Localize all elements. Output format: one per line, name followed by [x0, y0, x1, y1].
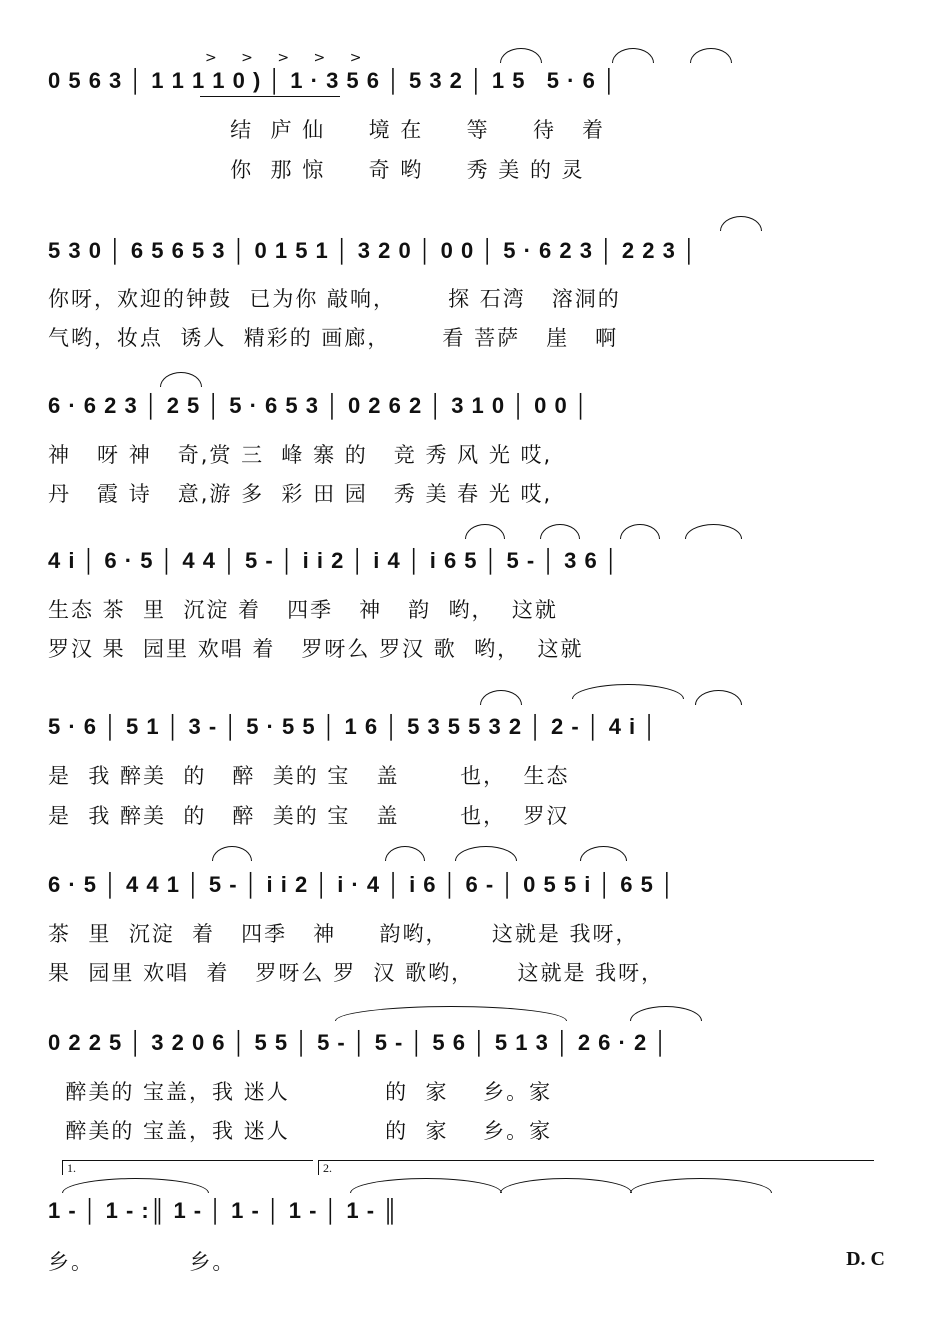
underline-beam — [200, 96, 340, 97]
notes-system-7: 0 2 2 5 │ 3 2 0 6 │ 5 5 │ 5 - │ 5 - │ 5 6 │ 5 1 3 │ 2 6 · 2 │ — [48, 1030, 670, 1055]
notes-system-3: 6 · 6 2 3 │ 2 5 │ 5 · 6 5 3 │ 0 2 6 2 │ 3 1 0 │ 0 0 │ — [48, 393, 590, 418]
slur — [685, 524, 742, 539]
slur — [212, 846, 252, 861]
lyrics-system-5-verse-2: 是 我 醉美 的 醉 美的 宝 盖 也， 罗汉 — [48, 804, 570, 828]
slur — [720, 216, 762, 231]
lyrics-system-2-verse-2: 气哟，妆点 诱人 精彩的 画廊， 看 菩萨 崖 啊 — [48, 326, 619, 350]
da-capo-mark: D. C — [846, 1248, 885, 1270]
slur — [335, 1006, 567, 1021]
slur — [572, 684, 684, 699]
notes-system-4: 4 i │ 6 · 5 │ 4 4 │ 5 - │ i i 2 │ i 4 │ i 6 5 │ 5 - │ 3 6 │ — [48, 548, 620, 573]
lyrics-system-5-verse-1: 是 我 醉美 的 醉 美的 宝 盖 也， 生态 — [48, 764, 570, 788]
tie — [350, 1178, 502, 1193]
lyrics-system-7-verse-2: 醉美的 宝盖，我 迷人 的 家 乡。家 — [48, 1119, 553, 1143]
lyrics-system-3-verse-2: 丹 霞 诗 意,游 多 彩 田 园 秀 美 春 光 哎, — [48, 482, 553, 506]
lyrics-system-3-verse-1: 神 呀 神 奇,赏 三 峰 寨 的 竞 秀 风 光 哎, — [48, 443, 553, 467]
notes-system-6: 6 · 5 │ 4 4 1 │ 5 - │ i i 2 │ i · 4 │ i 6 │ 6 - │ 0 5 5 i │ 6 5 │ — [48, 872, 676, 897]
slur — [620, 524, 660, 539]
slur — [695, 690, 742, 705]
volta-second-label: 2. — [323, 1161, 332, 1175]
slur — [540, 524, 580, 539]
slur — [455, 846, 517, 861]
slur — [690, 48, 732, 63]
lyrics-system-6-verse-1: 茶 里 沉淀 着 四季 神 韵哟， 这就是 我呀， — [48, 922, 639, 946]
lyrics-system-8: 乡。 乡。 — [48, 1250, 236, 1274]
slur — [580, 846, 627, 861]
slur — [160, 372, 202, 387]
notes-system-5: 5 · 6 │ 5 1 │ 3 - │ 5 · 5 5 │ 1 6 │ 5 3 5 5 3 2 │ 2 - │ 4 i │ — [48, 714, 659, 739]
lyrics-system-6-verse-2: 果 园里 欢唱 着 罗呀么 罗 汉 歌哟， 这就是 我呀， — [48, 961, 665, 985]
slur — [385, 846, 425, 861]
slur — [480, 690, 522, 705]
notes-system-1: 0 5 6 3 │ 1 1 1 1 0 ) │ 1 · 3 5 6 │ 5 3 2 │ 1 5 5 · 6 │ — [48, 68, 618, 93]
tie — [500, 1178, 632, 1193]
notes-system-2: 5 3 0 │ 6 5 6 5 3 │ 0 1 5 1 │ 3 2 0 │ 0 0 │ 5 · 6 2 3 │ 2 2 3 │ — [48, 238, 698, 263]
slur — [465, 524, 505, 539]
lyrics-system-7-verse-1: 醉美的 宝盖，我 迷人 的 家 乡。家 — [48, 1080, 553, 1104]
volta-second-ending — [318, 1160, 874, 1175]
volta-first-ending — [62, 1160, 313, 1175]
lyrics-system-1-verse-2: 你 那 惊 奇 哟 秀 美 的 灵 — [48, 158, 585, 182]
lyrics-system-4-verse-2: 罗汉 果 园里 欢唱 着 罗呀么 罗汉 歌 哟， 这就 — [48, 637, 584, 661]
tie — [630, 1178, 772, 1193]
accent-marks: > > > > > — [205, 50, 372, 66]
lyrics-system-1-verse-1: 结 庐 仙 境 在 等 待 着 — [48, 118, 606, 142]
tie — [62, 1178, 209, 1193]
slur — [500, 48, 542, 63]
lyrics-system-4-verse-1: 生态 茶 里 沉淀 着 四季 神 韵 哟， 这就 — [48, 598, 558, 622]
notes-system-8: 1 - │ 1 - :║ 1 - │ 1 - │ 1 - │ 1 - ║ — [48, 1198, 399, 1223]
slur — [630, 1006, 702, 1021]
lyrics-system-2-verse-1: 你呀，欢迎的钟鼓 已为你 敲响， 探 石湾 溶洞的 — [48, 287, 621, 311]
volta-first-label: 1. — [67, 1161, 76, 1175]
slur — [612, 48, 654, 63]
